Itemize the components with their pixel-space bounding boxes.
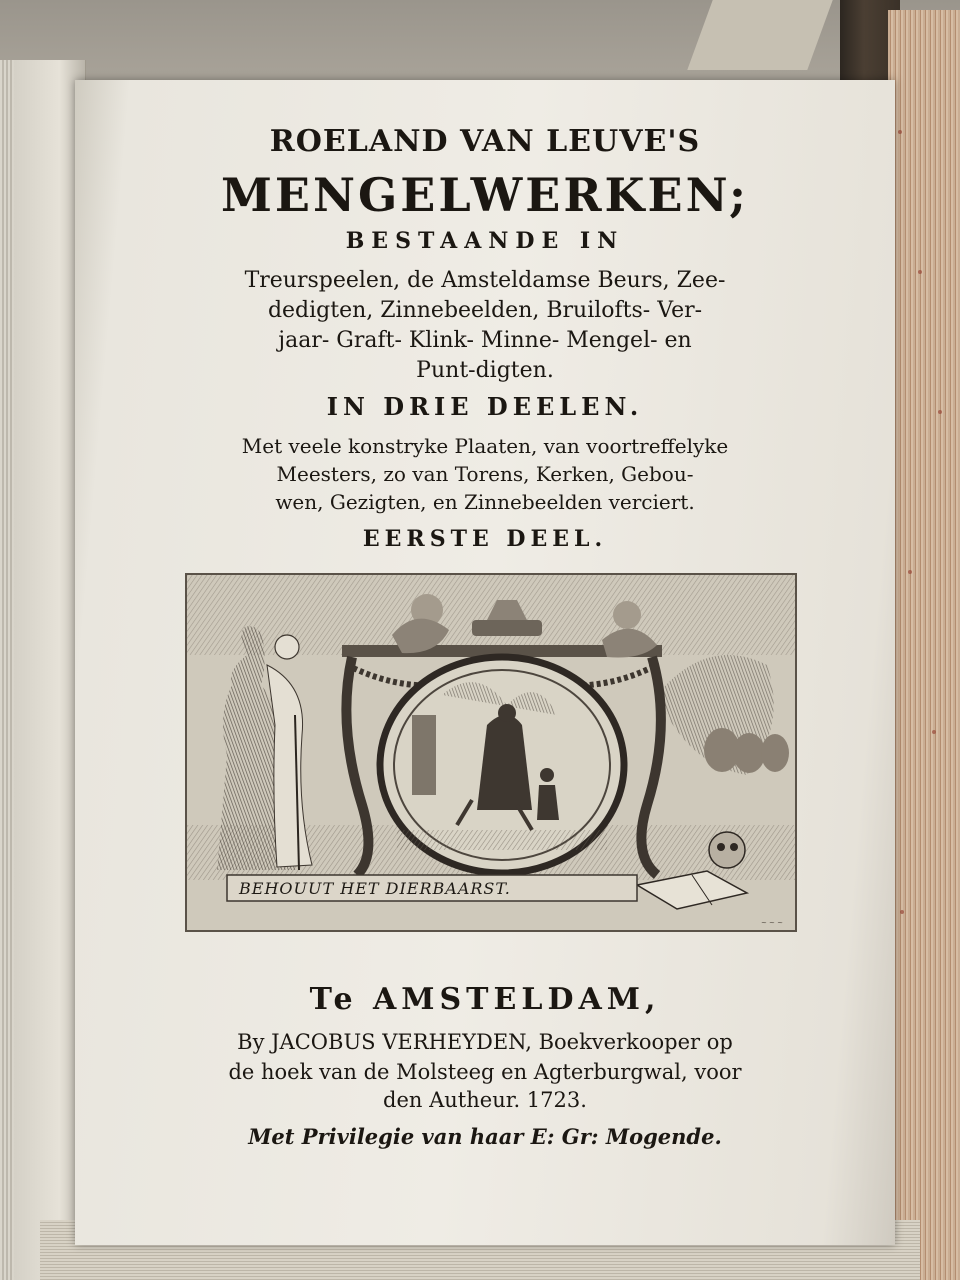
main-title: MENGELWERKEN; bbox=[221, 168, 749, 222]
plates-line: wen, Gezigten, en Zinnebeelden verciert. bbox=[275, 490, 695, 514]
imprint-publisher-line: de hoek van de Molsteeg en Agterburgwal, voor bbox=[228, 1060, 742, 1084]
contents-line: Punt-digten. bbox=[416, 358, 554, 383]
plates-line: Meesters, zo van Torens, Kerken, Gebou- bbox=[276, 462, 694, 486]
page-block-edge bbox=[888, 10, 960, 1280]
contents-line: dedigten, Zinnebeelden, Bruilofts- Ver- bbox=[267, 298, 703, 323]
author-line: ROELAND VAN LEUVE'S bbox=[269, 124, 701, 159]
engraver-signature: ~ ~ ~ bbox=[760, 919, 783, 927]
title-page bbox=[75, 80, 895, 1245]
imprint-publisher-line: den Autheur. 1723. bbox=[383, 1088, 587, 1112]
privilege-line: Met Privilegie van haar E: Gr: Mogende. bbox=[248, 1124, 722, 1149]
bookmark-ribbon bbox=[687, 0, 832, 70]
part-line: EERSTE DEEL. bbox=[362, 526, 608, 552]
contents-line: Treurspeelen, de Amsteldamse Beurs, Zee- bbox=[244, 268, 726, 293]
engraving-plate bbox=[185, 573, 797, 932]
imprint-city: Te AMSTELDAM, bbox=[309, 982, 661, 1017]
plates-line: Met veele konstryke Plaaten, van voortreffelyke bbox=[241, 434, 729, 458]
imprint-publisher-line: By JACOBUS VERHEYDEN, Boekverkooper op bbox=[237, 1030, 733, 1054]
volumes-line: IN DRIE DEELEN. bbox=[326, 392, 644, 421]
engraving-illustration bbox=[187, 575, 795, 930]
engraving-motto: BEHOUUT HET DIERBAARST. bbox=[239, 879, 511, 898]
contents-line: jaar- Graft- Klink- Minne- Mengel- en bbox=[278, 328, 692, 353]
left-page-edges bbox=[0, 60, 14, 1280]
subtitle: BESTAANDE IN bbox=[345, 228, 625, 254]
